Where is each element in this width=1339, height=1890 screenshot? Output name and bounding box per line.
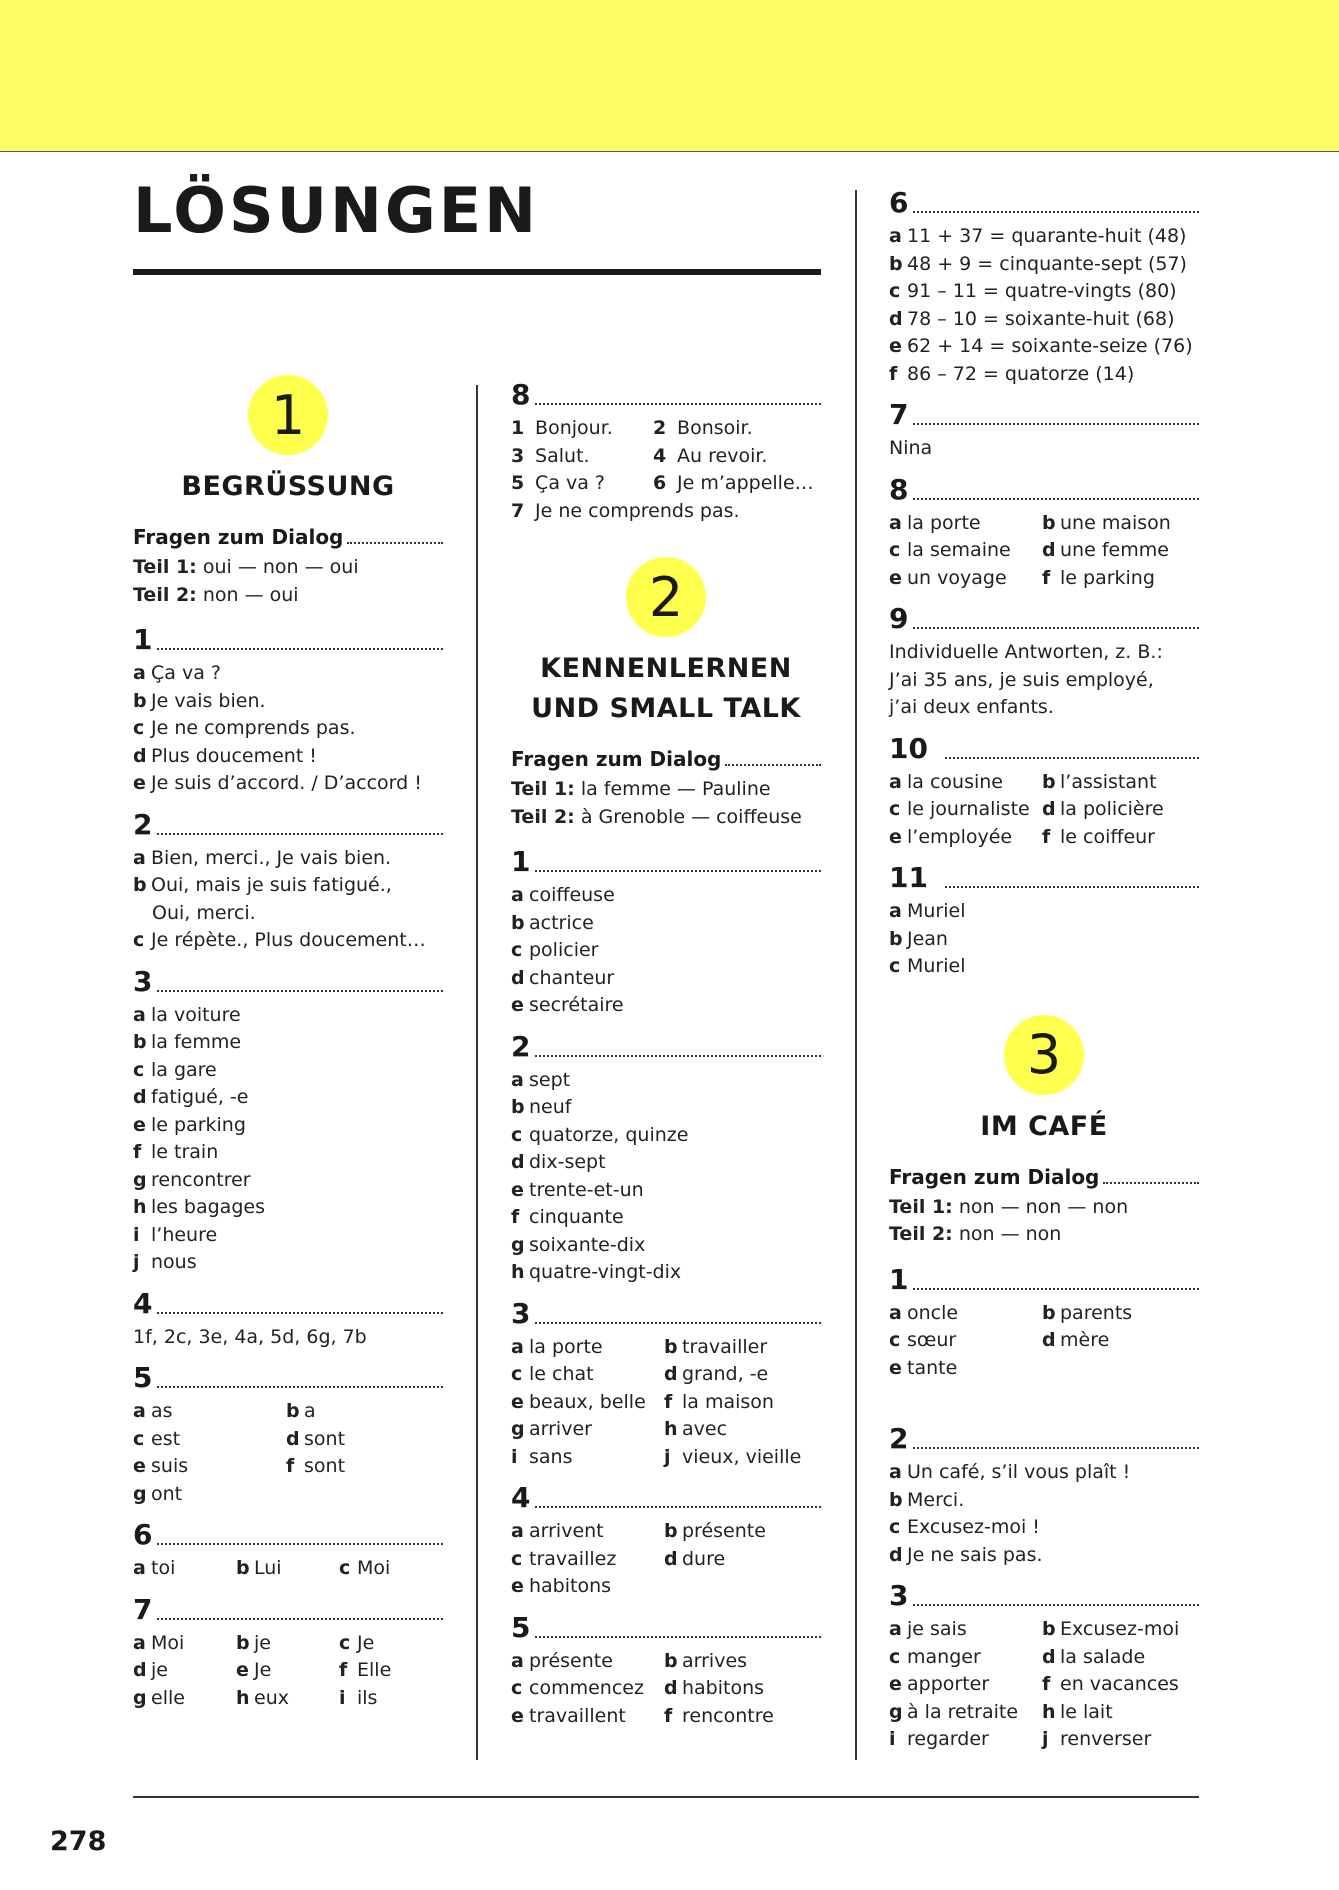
answer-item: b neuf bbox=[511, 1096, 572, 1118]
answer-item: f Elle bbox=[339, 1659, 392, 1681]
answer-item: d mère bbox=[1042, 1329, 1110, 1351]
answer-item: Oui, merci. bbox=[152, 901, 256, 924]
exercise-answers bbox=[511, 1518, 821, 1601]
answer-item: c le journaliste bbox=[889, 798, 1030, 820]
answer-item: e beaux, belle bbox=[511, 1390, 646, 1413]
answer-item: d habitons bbox=[664, 1677, 765, 1699]
answer-item: a Un café, s’il vous plaît ! bbox=[889, 1461, 1131, 1483]
answer-item: e suis bbox=[133, 1455, 189, 1477]
dialog-answer: Teil 1: la femme — Pauline bbox=[511, 778, 771, 800]
exercise-answers bbox=[133, 1324, 443, 1352]
answer-item: h quatre-vingt-dix bbox=[511, 1261, 682, 1283]
column-divider bbox=[476, 385, 478, 1760]
answer-item: e Je bbox=[236, 1659, 272, 1681]
section-title-line: BEGRÜSSUNG bbox=[181, 471, 395, 502]
answer-item: e 62 + 14 = soixante-seize (76) bbox=[889, 335, 1193, 357]
answer-item: a la porte bbox=[889, 511, 981, 534]
exercise-heading: 1 bbox=[511, 847, 821, 877]
answer-item: Individuelle Antworten, z. B.: bbox=[889, 641, 1163, 663]
answer-item: e l’employée bbox=[889, 825, 1013, 848]
answer-item: d je bbox=[133, 1659, 168, 1681]
top-color-band bbox=[0, 0, 1339, 152]
exercise-answers bbox=[889, 769, 1199, 852]
section-title bbox=[889, 1107, 1199, 1147]
answer-item: e tante bbox=[889, 1356, 958, 1379]
answer-item: b Excusez-moi bbox=[1042, 1618, 1180, 1640]
answer-item: 7 Je ne comprends pas. bbox=[511, 499, 740, 522]
answer-item: 1f, 2c, 3e, 4a, 5d, 6g, 7b bbox=[133, 1325, 367, 1348]
exercise-heading: 6 bbox=[889, 188, 1199, 218]
answer-item: f cinquante bbox=[511, 1206, 624, 1228]
answer-item: j nous bbox=[133, 1251, 197, 1273]
answer-item: J’ai 35 ans, je suis employé, bbox=[889, 668, 1154, 691]
answer-item: g arriver bbox=[511, 1418, 592, 1440]
column-1 bbox=[133, 375, 443, 1712]
answer-item: a Moi bbox=[133, 1631, 185, 1654]
answer-item: b actrice bbox=[511, 911, 594, 934]
dialog-label: Fragen zum Dialog bbox=[133, 525, 344, 549]
section-title-line: UND SMALL TALK bbox=[531, 693, 801, 724]
page-number: 278 bbox=[50, 1826, 107, 1857]
dialog-heading bbox=[133, 525, 443, 549]
exercise-heading: 8 bbox=[511, 380, 821, 410]
answer-item: a as bbox=[133, 1400, 173, 1422]
exercise-heading: 7 bbox=[133, 1595, 443, 1625]
answer-item: f 86 – 72 = quatorze (14) bbox=[889, 362, 1135, 385]
answer-item: b l’assistant bbox=[1042, 770, 1157, 793]
answer-item: e apporter bbox=[889, 1673, 990, 1695]
exercise-answers bbox=[889, 510, 1199, 593]
answer-item: b travailler bbox=[664, 1335, 768, 1358]
footer-rule bbox=[133, 1796, 1199, 1798]
answer-item: a Ça va ? bbox=[133, 662, 221, 684]
answer-item: g à la retraite bbox=[889, 1700, 1019, 1723]
answer-item: b Je vais bien. bbox=[133, 689, 266, 712]
exercise-heading: 2 bbox=[133, 810, 443, 840]
answer-item: d une femme bbox=[1042, 539, 1169, 561]
answer-item: a la voiture bbox=[133, 1003, 241, 1026]
answer-item: 5 Ça va ? bbox=[511, 472, 606, 494]
title-rule bbox=[133, 269, 821, 275]
exercise-heading: 6 bbox=[133, 1520, 443, 1550]
answer-item: d la salade bbox=[1042, 1645, 1146, 1668]
answer-item: d sont bbox=[286, 1427, 346, 1450]
answer-item: a la porte bbox=[511, 1335, 603, 1358]
dialog-answer: Teil 1: non — non — non bbox=[889, 1195, 1129, 1218]
exercise-answers bbox=[889, 639, 1199, 722]
answer-item: b je bbox=[236, 1631, 271, 1654]
exercise-answers bbox=[511, 1648, 821, 1731]
answer-item: 6 Je m’appelle… bbox=[653, 472, 814, 494]
dialog-label: Fragen zum Dialog bbox=[511, 747, 722, 771]
dialog-answer: Teil 2: non — non bbox=[889, 1223, 1062, 1245]
answer-item: a présente bbox=[511, 1649, 613, 1672]
answer-item: b arrives bbox=[664, 1649, 748, 1672]
answer-item: i l’heure bbox=[133, 1223, 218, 1246]
dialog-heading bbox=[889, 1165, 1199, 1189]
answer-item: a je sais bbox=[889, 1618, 967, 1640]
answer-item: j vieux, vieille bbox=[664, 1445, 802, 1468]
exercise-answers bbox=[511, 1334, 821, 1472]
answer-item: a Bien, merci., Je vais bien. bbox=[133, 846, 392, 869]
answer-item: e un voyage bbox=[889, 566, 1007, 589]
column-3 bbox=[889, 188, 1199, 1754]
exercise-answers bbox=[889, 1300, 1199, 1383]
answer-item: d Je ne sais pas. bbox=[889, 1543, 1043, 1566]
dialog-heading bbox=[511, 747, 821, 771]
exercise-answers bbox=[889, 1459, 1199, 1569]
answer-item: a 11 + 37 = quarante-huit (48) bbox=[889, 225, 1187, 247]
answer-item: h les bagages bbox=[133, 1196, 265, 1218]
exercise-heading: 3 bbox=[133, 967, 443, 997]
dialog-answer: Teil 1: oui — non — oui bbox=[133, 556, 359, 578]
section-number-badge: 1 bbox=[248, 375, 328, 455]
answer-item: f sont bbox=[286, 1455, 346, 1477]
column-2 bbox=[511, 380, 821, 1730]
answer-item: h le lait bbox=[1042, 1700, 1113, 1723]
answer-item: b la femme bbox=[133, 1031, 242, 1053]
answer-item: e habitons bbox=[511, 1575, 612, 1597]
exercise-heading: 4 bbox=[511, 1483, 821, 1513]
section-title bbox=[133, 467, 443, 507]
exercise-heading: 8 bbox=[889, 475, 1199, 505]
answer-item: a coiffeuse bbox=[511, 884, 615, 906]
answer-item: d dix-sept bbox=[511, 1151, 606, 1173]
answer-item: b Oui, mais je suis fatigué., bbox=[133, 874, 392, 896]
answer-item: e secrétaire bbox=[511, 994, 624, 1016]
answer-item: 4 Au revoir. bbox=[653, 444, 768, 467]
answer-item: c commencez bbox=[511, 1677, 644, 1699]
answer-item: i regarder bbox=[889, 1728, 989, 1750]
answer-item: 3 Salut. bbox=[511, 444, 590, 467]
exercise-heading: 1 bbox=[889, 1265, 1199, 1295]
exercise-answers bbox=[889, 223, 1199, 388]
answer-item: d chanteur bbox=[511, 966, 615, 989]
dialog-answer: Teil 2: à Grenoble — coiffeuse bbox=[511, 805, 802, 828]
exercise-answers bbox=[133, 660, 443, 798]
exercise-heading: 5 bbox=[511, 1613, 821, 1643]
exercise-answers bbox=[889, 1616, 1199, 1754]
exercise-answers bbox=[511, 415, 821, 525]
exercise-heading: 3 bbox=[511, 1299, 821, 1329]
answer-item: Nina bbox=[889, 437, 933, 459]
answer-item: b Jean bbox=[889, 927, 948, 950]
answer-item: j renverser bbox=[1042, 1728, 1152, 1750]
section-number-badge: 3 bbox=[1004, 1015, 1084, 1095]
answer-item: e trente-et-un bbox=[511, 1178, 644, 1201]
answer-item: d la policière bbox=[1042, 798, 1164, 820]
answer-item: c policier bbox=[511, 939, 599, 961]
exercise-heading: 11 bbox=[889, 863, 1199, 893]
exercise-answers bbox=[133, 1002, 443, 1277]
exercise-heading: 9 bbox=[889, 604, 1199, 634]
exercise-answers bbox=[133, 1398, 443, 1508]
answer-item: d Plus doucement ! bbox=[133, 744, 317, 767]
answer-item: a sept bbox=[511, 1068, 571, 1091]
column-divider bbox=[855, 190, 857, 1760]
answer-item: d 78 – 10 = soixante-huit (68) bbox=[889, 307, 1175, 330]
exercise-heading: 4 bbox=[133, 1289, 443, 1319]
answer-item: b a bbox=[286, 1400, 316, 1422]
exercise-answers bbox=[889, 435, 1199, 463]
exercise-heading: 7 bbox=[889, 400, 1199, 430]
dialog-answer: Teil 2: non — oui bbox=[133, 583, 299, 606]
exercise-heading: 10 bbox=[889, 734, 1199, 764]
section-number-badge: 2 bbox=[626, 557, 706, 637]
answer-item: i sans bbox=[511, 1445, 573, 1468]
answer-item: a toi bbox=[133, 1557, 176, 1579]
answer-item: c Moi bbox=[339, 1557, 391, 1579]
exercise-answers bbox=[889, 898, 1199, 981]
answer-item: c la semaine bbox=[889, 539, 1011, 561]
answer-item: g ont bbox=[133, 1482, 183, 1505]
page-title: LÖSUNGEN bbox=[133, 174, 540, 247]
answer-item: c la gare bbox=[133, 1058, 217, 1081]
answer-item: h eux bbox=[236, 1686, 289, 1709]
answer-item: h avec bbox=[664, 1418, 728, 1440]
exercise-answers bbox=[133, 1630, 443, 1713]
answer-item: f le train bbox=[133, 1141, 219, 1163]
answer-item: a Muriel bbox=[889, 900, 966, 922]
answer-item: f rencontre bbox=[664, 1704, 774, 1727]
answer-item: c Je bbox=[339, 1631, 375, 1654]
section-title-line: IM CAFÉ bbox=[980, 1110, 1108, 1142]
answer-item: c sœur bbox=[889, 1329, 957, 1351]
answer-item: 2 Bonsoir. bbox=[653, 417, 753, 439]
answer-item: b 48 + 9 = cinquante-sept (57) bbox=[889, 252, 1187, 275]
answer-item: b parents bbox=[1042, 1301, 1133, 1324]
answer-item: f le parking bbox=[1042, 566, 1155, 589]
answer-item: i ils bbox=[339, 1686, 378, 1709]
answer-item: d fatigué, -e bbox=[133, 1086, 249, 1108]
answer-item: c 91 – 11 = quatre-vingts (80) bbox=[889, 280, 1177, 302]
answer-item: a oncle bbox=[889, 1301, 959, 1324]
answer-item: c quatorze, quinze bbox=[511, 1123, 689, 1146]
answer-item: g elle bbox=[133, 1686, 185, 1709]
exercise-heading: 5 bbox=[133, 1363, 443, 1393]
answer-item: e le parking bbox=[133, 1113, 246, 1136]
dialog-label: Fragen zum Dialog bbox=[889, 1164, 1100, 1189]
answer-item: e Je suis d’accord. / D’accord ! bbox=[133, 772, 422, 794]
answer-item: c Muriel bbox=[889, 955, 966, 977]
answer-item: b présente bbox=[664, 1520, 766, 1542]
exercise-answers bbox=[511, 882, 821, 1020]
answer-item: d dure bbox=[664, 1547, 726, 1570]
exercise-heading: 3 bbox=[889, 1581, 1199, 1611]
answer-item: b une maison bbox=[1042, 511, 1171, 534]
exercise-answers bbox=[133, 845, 443, 955]
answer-item: 1 Bonjour. bbox=[511, 417, 613, 439]
answer-item: e travaillent bbox=[511, 1704, 626, 1727]
section-title-line: KENNENLERNEN bbox=[540, 653, 792, 684]
answer-item: f la maison bbox=[664, 1390, 774, 1413]
answer-item: c manger bbox=[889, 1645, 981, 1668]
answer-item: a la cousine bbox=[889, 770, 1003, 793]
answer-item: b Lui bbox=[236, 1557, 282, 1579]
answer-item: c Je ne comprends pas. bbox=[133, 717, 356, 739]
answer-item: f le coiffeur bbox=[1042, 825, 1155, 848]
section-title bbox=[511, 649, 821, 729]
answer-item: c travaillez bbox=[511, 1547, 617, 1570]
exercise-heading: 2 bbox=[511, 1032, 821, 1062]
answer-item: d grand, -e bbox=[664, 1363, 769, 1385]
answer-item: g rencontrer bbox=[133, 1168, 251, 1191]
exercise-heading: 1 bbox=[133, 625, 443, 655]
exercise-answers bbox=[133, 1555, 443, 1583]
answer-item: c le chat bbox=[511, 1363, 594, 1385]
answer-item: j’ai deux enfants. bbox=[889, 696, 1054, 718]
answer-item: c est bbox=[133, 1427, 181, 1450]
answer-item: c Excusez-moi ! bbox=[889, 1516, 1040, 1538]
answer-item: a arrivent bbox=[511, 1520, 604, 1542]
answer-item: g soixante-dix bbox=[511, 1233, 646, 1256]
exercise-answers bbox=[511, 1067, 821, 1287]
answer-item: f en vacances bbox=[1042, 1673, 1179, 1695]
exercise-heading: 2 bbox=[889, 1424, 1199, 1454]
answer-item: c Je répète., Plus doucement… bbox=[133, 929, 426, 951]
answer-item: b Merci. bbox=[889, 1488, 965, 1511]
